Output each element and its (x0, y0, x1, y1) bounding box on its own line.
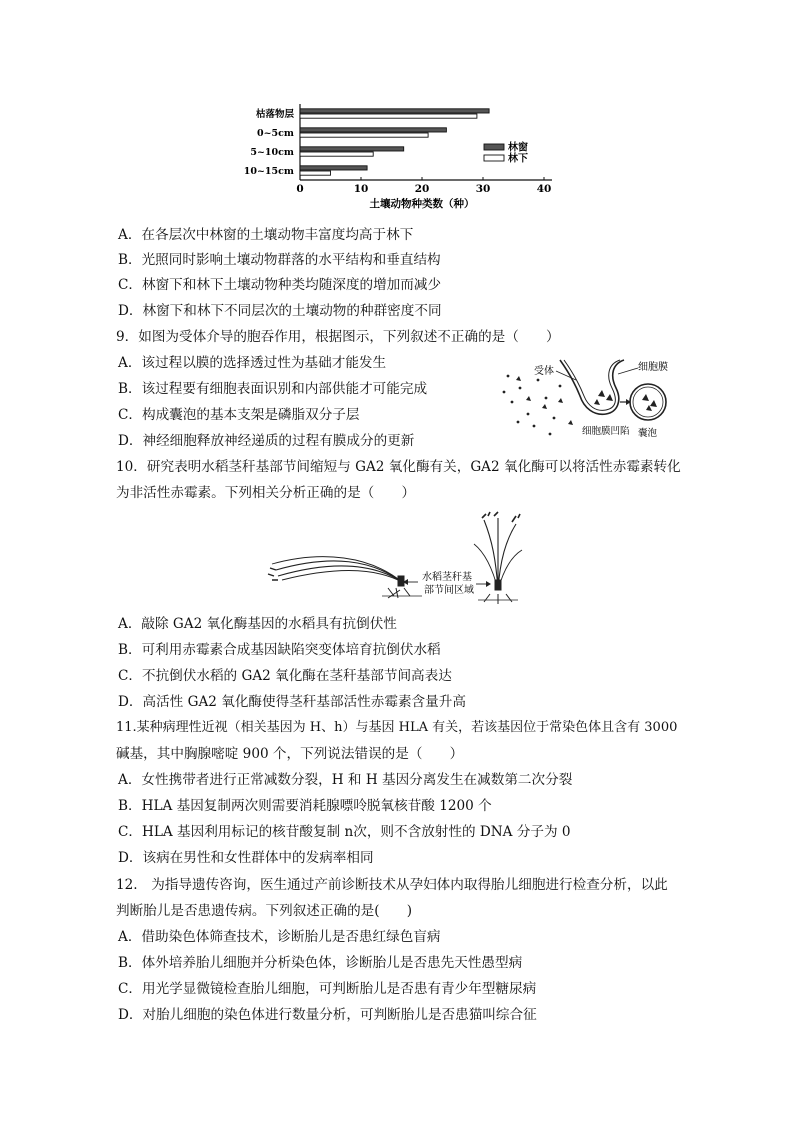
q10-option-d (118, 693, 466, 711)
pit-label: 细胞膜凹陷 (582, 426, 630, 437)
option-letter: D． (118, 303, 143, 319)
x-axis-title: 土壤动物种类数（种） (369, 198, 475, 210)
receptor-label: 受体 (534, 366, 554, 377)
bar-linxia (300, 171, 331, 175)
q12-stem-line2: 判断胎儿是否患遗传病。下列叙述正确的是( ) (116, 903, 413, 919)
q8-option-d (118, 302, 442, 320)
rice-figure (262, 510, 538, 606)
option-letter: B． (118, 798, 142, 814)
option-text: 构成囊泡的基本支架是磷脂双分子层 (142, 407, 360, 423)
lodged-rice (268, 557, 422, 598)
x-tick-label: 40 (536, 183, 552, 195)
q10-stem-line1: 10．研究表明水稻茎秆基部节间缩短与 GA2 氧化酶有关，GA2 氧化酶可以将活性赤霉素转化 (116, 459, 681, 475)
option-letter: D． (118, 433, 143, 449)
category-label: 0~5cm (256, 128, 294, 139)
option-letter: A． (118, 772, 142, 788)
option-letter: A． (118, 929, 142, 945)
soil-animal-bar-chart (236, 100, 566, 218)
endocytosis-figure (498, 356, 688, 442)
rice-label-line1: 水稻茎秆基 (422, 572, 472, 583)
q8-option-c (118, 276, 441, 294)
x-tick-label: 30 (475, 183, 491, 195)
q12-option-b (118, 954, 522, 972)
q10-option-b (118, 641, 441, 659)
q8-option-b (118, 251, 441, 269)
option-letter: C． (118, 824, 142, 840)
vesicle-label: 囊泡 (638, 428, 658, 439)
option-text: 对胎儿细胞的染色体进行数量分析，可判断胎儿是否患猫叫综合征 (142, 1007, 537, 1023)
option-text: 神经细胞释放神经递质的过程有膜成分的更新 (142, 433, 415, 449)
option-letter: C． (118, 277, 142, 293)
option-letter: A． (118, 227, 142, 243)
option-letter: C． (118, 407, 142, 423)
q12-option-a (118, 928, 440, 946)
option-text: 敲除 GA2 氧化酶基因的水稻具有抗倒伏性 (141, 616, 397, 632)
q11-option-c (118, 823, 571, 841)
option-text: 女性携带者进行正常减数分裂，H 和 H 基因分离发生在减数第二次分裂 (141, 772, 573, 788)
option-text: 借助染色体筛查技术，诊断胎儿是否患红绿色盲病 (141, 929, 441, 945)
option-letter: D． (118, 1007, 143, 1023)
option-letter: A． (118, 616, 142, 632)
category-label: 枯落物层 (255, 109, 294, 120)
q10-option-a (118, 615, 397, 633)
option-text: 林窗下和林下土壤动物种类均随深度的增加而减少 (142, 277, 442, 293)
option-text: HLA 基因复制两次则需要消耗腺嘌呤脱氧核苷酸 1200 个 (141, 798, 492, 814)
option-letter: A． (118, 355, 142, 371)
bar-linxia (300, 133, 428, 137)
q9-option-c (118, 406, 360, 424)
q11-stem-line2: 碱基，其中胸腺嘧啶 900 个，下列说法错误的是（ ） (116, 746, 464, 762)
membrane-label: 细胞膜 (638, 362, 668, 373)
option-letter: B． (118, 252, 142, 268)
q11-stem-line1: 11.某种病理性近视（相关基因为 H、h）与基因 HLA 有关，若该基因位于常染色体且含有 3000 (116, 720, 678, 735)
q11-option-a (118, 771, 572, 789)
x-tick-label: 0 (296, 183, 304, 195)
q11-option-d (118, 849, 374, 867)
vesicle (630, 384, 666, 420)
legend-swatch (484, 155, 504, 161)
q12-option-c (118, 980, 536, 998)
option-text: 体外培养胎儿细胞并分析染色体，诊断胎儿是否患先天性愚型病 (141, 955, 523, 971)
q11-option-b (118, 797, 492, 815)
q9-option-d (118, 432, 414, 450)
q12-stem-line1: 12. 为指导遗传咨询，医生通过产前诊断技术从孕妇体内取得胎儿细胞进行检查分析，以此 (116, 877, 668, 893)
bar-linchuang (300, 109, 489, 113)
option-text: 不抗倒伏水稻的 GA2 氧化酶在茎秆基部节间高表达 (142, 668, 452, 684)
q8-option-a (118, 226, 413, 244)
option-text: 在各层次中林窗的土壤动物丰富度均高于林下 (141, 227, 414, 243)
molecules (503, 375, 573, 436)
option-letter: C． (118, 981, 142, 997)
bar-linxia (300, 114, 477, 118)
x-tick-label: 20 (414, 183, 430, 195)
option-text: 用光学显微镜检查胎儿细胞，可判断胎儿是否患有青少年型糖尿病 (142, 981, 537, 997)
bar-linchuang (300, 166, 367, 170)
option-text: HLA 基因利用标记的核苷酸复制 n次，则不含放射性的 DNA 分子为 0 (142, 824, 571, 840)
q12-option-d (118, 1006, 537, 1024)
option-text: 光照同时影响土壤动物群落的水平结构和垂直结构 (141, 252, 441, 268)
q9-option-b (118, 380, 427, 398)
option-letter: B． (118, 955, 142, 971)
q10-option-c (118, 667, 452, 685)
x-tick-label: 10 (353, 183, 369, 195)
option-text: 可利用赤霉素合成基因缺陷突变体培育抗倒伏水稻 (141, 642, 441, 658)
rice-label-line2: 部节间区域 (424, 585, 474, 596)
bar-linxia (300, 152, 373, 156)
q10-stem-line2: 为非活性赤霉素。下列相关分析正确的是（ ） (116, 485, 416, 501)
option-text: 高活性 GA2 氧化酶使得茎秆基部活性赤霉素含量升高 (142, 694, 466, 710)
option-letter: D． (118, 694, 143, 710)
legend-swatch (484, 144, 504, 150)
bar-linchuang (300, 147, 404, 151)
option-letter: C． (118, 668, 142, 684)
option-text: 该病在男性和女性群体中的发病率相同 (142, 850, 374, 866)
q9-stem: 9．如图为受体介导的胞吞作用，根据图示，下列叙述不正确的是（ ） (116, 329, 560, 345)
legend-label: 林下 (508, 153, 528, 165)
upright-rice (474, 512, 522, 604)
option-letter: D． (118, 850, 143, 866)
q9-option-a (118, 354, 386, 372)
category-label: 10~15cm (243, 166, 294, 177)
legend-label: 林窗 (508, 142, 528, 154)
bar-linchuang (300, 128, 446, 132)
option-letter: B． (118, 381, 142, 397)
option-text: 该过程要有细胞表面识别和内部供能才可能完成 (141, 381, 428, 397)
option-letter: B． (118, 642, 142, 658)
category-label: 5~10cm (250, 147, 294, 158)
option-text: 林窗下和林下不同层次的土壤动物的种群密度不同 (142, 303, 442, 319)
option-text: 该过程以膜的选择透过性为基础才能发生 (141, 355, 387, 371)
